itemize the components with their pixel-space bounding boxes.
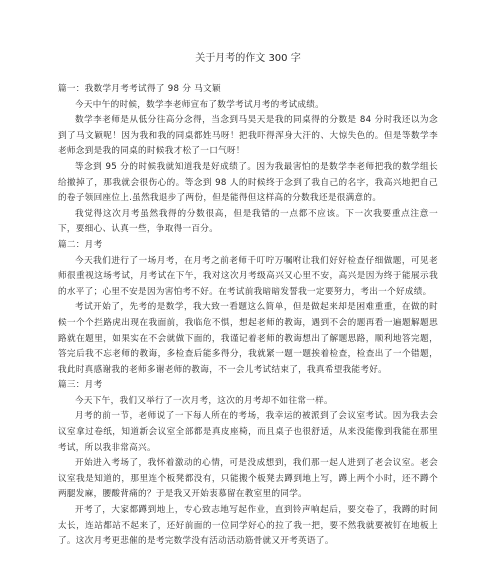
paragraph: 等念到 95 分的时候我就知道我是好成绩了。因为我最害怕的是数学李老师把我的数学组长给撤掉了，那我就会很伤心的。等念到 98 人的时候终于念到了我自己的名字，我高兴地把自己的卷子领回座位上.虽然我退步了两份，但是能得但这样高的分数我还是很满意的。 [58, 161, 438, 204]
paragraph: 开考了，大家都蹲到地上，专心致志地写起作业，直到铃声响起后，要交卷了，我蹲的时间太长，连站都站不起来了，还好前面的一位同学好心的拉了我一把，要不然我就要被钉在地板上了。这次月考更悲催的是考完数学没有活动活动筋骨就又开考英语了。 [58, 505, 438, 547]
paragraph: 考试开始了，先考的是数学，我大致一看题这么简单，但是做起来却是困难重重，在做的时候一个个拦路虎出现在我面前，我临危不惧，想起老师的教诲，遇到不会的题再看一遍题解题思路就在题里，如果实在不会就做下面的，我谨记着老师的教诲想出了解题思路，顺利地答完题，答完后我不忘老师的教诲，多检查后能多得分，我就紧一题一题挨着检查，检查出了一个错题，我此时真感谢我的老师多谢老师的教诲，不一会儿考试结束了，我真希望我能考好。 [58, 302, 438, 375]
paragraph: 开始进入考场了，我怀着激动的心情，可是没成想到，我们那一起人进到了老会议室。老会议室我是知道的，那里连个板凳都没有，只能搬个板凳去蹲到地上写，蹲上两个小时，还不蹲个两腿发麻，腰酸背痛的？于是我又开始衷慕留在教室里的同学。 [58, 458, 438, 500]
paragraph: 今天中午的时候，数学李老师宣布了数学考试月考的考试成绩。 [75, 99, 325, 110]
paragraph: 数学李老师是从低分往高分念得，当念到马昊天是我的同桌得的分数是 84 分时我还以为念到了马文颖呢！因为我和我的同桌都姓马呀！把我吓得浑身大汗的、大惊失色的。但是等数学李老师念到是我的同桌的时候我才松了一口气呀！ [58, 115, 438, 157]
document-body [58, 82, 438, 550]
paragraph: 今天下午，我们又举行了一次月考，这次的月考却不如往常一样。 [75, 395, 333, 406]
section-heading: 篇一：我数学月考考试得了 98 分 马文颖 [58, 84, 221, 94]
paragraph: 我觉得这次月考虽然我得的分数很高，但是我错的一点都不应该。下一次我要重点注意一下，要细心、认真一些，争取得一百分。 [58, 208, 438, 235]
paragraph: 今天我们进行了一场月考，在月考之前老师千叮咛万嘱咐让我们好好检查仔细做题，可见老师很重视这场考试，月考试在下午，我对这次月考级高兴又心里不安，高兴是因为终于能展示我的水平了；心里不安是因为害怕考不好。在考试前我暗暗发誓我一定要努力，考出一个好成绩。 [58, 255, 438, 297]
document-title: 关于月考的作文 300 字 [195, 53, 301, 64]
paragraph: 月考的前一节，老师说了一下每人所在的考场，我幸运的被派到了会议室考试。因为我去会议室拿过卷纸，知道新会议室全部都是真皮座椅，而且桌子也很舒适，从来没能像到我能在那里考试，所以我非常高兴。 [58, 411, 438, 453]
section-heading: 篇三：月考 [58, 380, 103, 391]
section-heading: 篇二：月考 [58, 239, 103, 250]
